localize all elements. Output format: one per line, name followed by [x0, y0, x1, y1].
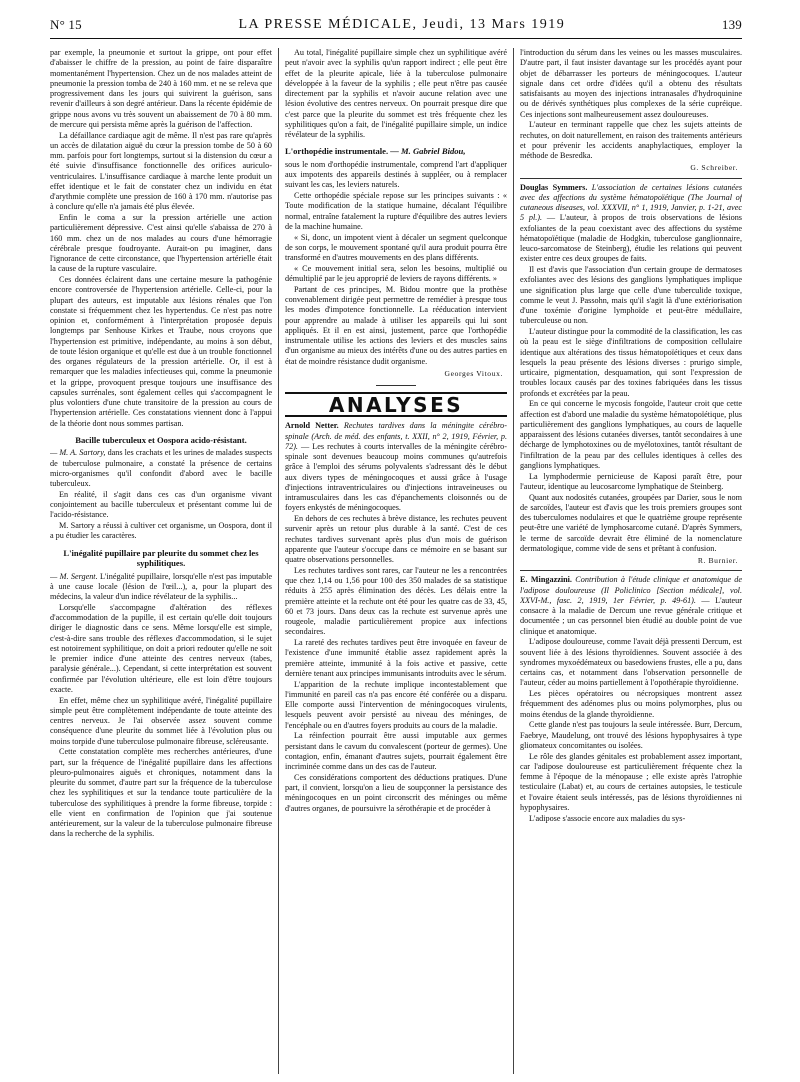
paragraph-text: — L'auteur consacre à la maladie de Dercum une revue générale critique et documentée ; un cas personnel bien étudié au double point de vue clinique et anatomique. — [520, 595, 742, 636]
paragraph: Lorsqu'elle s'accompagne d'altération des réflexes d'accommodation de la pupille, il est certain qu'elle doit toujours diriger le diagnostic dans ce sens. Même lorsqu'elle est simple, c'est-à-dire sans trouble des réflexes d'accommodation, si le sujet est notoirement syphilitique, on doit a priori redouter qu'elle ne soit le premier indice d'une atteinte des centres nerveux (tabes, paralysie générale...). Cependant, si cette interprétation est souvent confirmée par l'évolution ultérieure, elle est loin d'être toujours exacte. — [50, 602, 272, 694]
section-title-text: L'orthopédie instrumentale. — [285, 146, 389, 157]
paragraph: En effet, même chez un syphilitique avéré, l'inégalité pupillaire simple peut être complètement indépendante de toute atteinte des centres nerveux. Je l'ai observée assez souvent comme conséquence d'une pleurite du sommet liée à l'évolution plus ou moins torpide d'une tuberculose pulmonaire fibreuse, scléreusante. — [50, 695, 272, 746]
paragraph: Quant aux nodosités cutanées, groupées par Darier, sous le nom de sarcoïdes, l'auteur est d'avis que les trois premiers groupes sont des tuberculomes nodulaires et que le quatrième groupe représente peut-être une variété de lymphosarcome cutané. D'après Symmers, le terme de sarcoïde devrait être éliminé de la nomenclature dermatologique, comme vide de sens et prêtant à confusion. — [520, 492, 742, 553]
issue-number: N° 15 — [50, 17, 82, 32]
text-columns — [50, 48, 742, 1074]
analysis-author: Douglas Symmers. — [520, 182, 588, 192]
paragraph: sous le nom d'orthopédie instrumentale, comprend l'art d'appliquer aux impotents des appareils destinés à suppléer, ou à remplacer suivant les cas, les leviers naturels. — [285, 159, 507, 190]
analysis-author: E. Mingazzini. — [520, 575, 572, 585]
paragraph: Enfin le coma a sur la pression artérielle une action particulièrement dépressive. C'est ainsi qu'elle s'abaissa de 270 à 160 mm. chez un de nos malades au cours d'une hémorragie cérébrale presque foudroyante. Aurait-on pu imaginer, dans l'ignorance de cette circonstance, que l'hypertension artérielle était la cause de la rupture vasculaire. — [50, 213, 272, 274]
paragraph: En réalité, il s'agit dans ces cas d'un organisme vivant conjointement au bacille tuberculeux et présentant comme lui de l'acido-résistance. — [50, 489, 272, 520]
paragraph: Cette glande n'est pas toujours la seule intéressée. Burr, Dercum, Faebrye, Maudelung, ont trouvé des lésions hypophysaires à type gliomateux concomitantes ou isolées. — [520, 720, 742, 750]
section-author: — M. A. Sartory, — [50, 448, 106, 458]
section-author: — M. Gabriel Bidou, — [390, 146, 466, 157]
signature: G. Schreiber. — [690, 163, 738, 173]
paragraph: Ces données éclairent dans une certaine mesure la pathogénie encore controversée de l'hypertension artérielle. Celle-ci, pour la plupart des auteurs, est imputable aux lésions rénales que l'on constate si fréquemment chez les hypertendus. Ce n'est pas notre opinion et, conformément à l'interprétation proposée depuis longtemps par Senhouse Kirkes et Traube, nous croyons que l'hypertension est primitive, indépendante, au moins à son début, de toute lésion organique et qu'elle est due à un trouble fonctionnel des organes régulateurs de la pression artérielle. Or, il est à remarquer que les maladies infectieuses qui, comme la pneumonie et la grippe, provoquent presque toujours une insuffisance des capsules surrénales, sont également celles qui s'accompagnent le plus volontiers d'une chute transitoire de la pression au cours de l'hypertension artérielle. Ces constatations viennent donc à l'appui de la théorie dont nous sommes partisan. — [50, 275, 272, 428]
paragraph — [50, 448, 272, 489]
divider — [520, 178, 742, 179]
paragraph: L'adipose s'associe encore aux maladies du sys- — [529, 813, 686, 823]
paragraph — [520, 575, 742, 637]
paragraph: Cette orthopédie spéciale repose sur les principes suivants : « Toute modification de la statique humaine, décalant l'équilibre normal, entraîne fatalement la rupture d'équilibre des autres leviers de la machine humaine. — [285, 191, 507, 231]
paragraph — [520, 183, 742, 265]
page-number: 139 — [721, 17, 742, 32]
paragraph: La défaillance cardiaque agit de même. Il n'est pas rare qu'après un accès de dilatation aiguë du cœur la pression tombe de 50 à 60 mm. parfois pour fort longtemps, surtout si la distension du cœur a été suivie d'insuffisance fonctionnelle des orifices auriculo-ventriculaires. L'insuffisance cardiaque à marche lente produit un effet identique et le fait de constater chez un individu en état d'arythmie complète une pression de 160 à 170 mm. n'autorise pas à conclure qu'elle n'a jamais été plus élevée. — [50, 130, 272, 212]
page-header — [50, 14, 742, 36]
paragraph-text: L'inégalité pupillaire, lorsqu'elle n'est pas imputable à une cause locale (lésion de l'œil...), a, pour la plupart des médecins, la valeur d'un indice révélateur de la syphilis... — [50, 571, 272, 601]
paragraph: Partant de ces principes, M. Bidou montre que la prothèse convenablement dirigée peut permettre de remédier à presque tous les modes d'impotence fonctionnelle. La rééducation intervient pour apprendre au malade à utiliser les appareils qui lui sont appliqués. Et il en est ainsi, justement, parce que l'orthopédie instrumentale utilise les actions des leviers et des muscles sains d'un organisme au mieux des intérêts d'une ou des autres parties en état de moindre résistance dudit organisme. — [285, 284, 507, 366]
paragraph — [285, 421, 507, 513]
column-2 — [285, 48, 507, 1074]
paragraph: L'adipose douloureuse, comme l'avait déjà pressenti Dercum, est souvent liée à des lésions thyroïdiennes. Souvent associée à des syndromes myxoédémateux ou basedowiens frustes, elle a pu, dans certains cas, et notamment dans l'observation personnelle de l'auteur, céder au moins partiellement à l'opothérapie thyroïdienne. — [520, 637, 742, 688]
section-title — [285, 146, 507, 157]
analysis-reference: Rechutes tardives dans la méningite cérébro-spinale (Arch. de méd. des enfants, t. XXII, n° 2, 1919, Février, p. 72). — [285, 421, 507, 451]
journal-title: LA PRESSE MÉDICALE, Jeudi, 13 Mars 1919 — [238, 17, 566, 32]
analysis-author: Arnold Netter. — [285, 421, 339, 431]
paragraph: Les pièces opératoires ou nécropsiques montrent assez fréquemment des adénomes plus ou moins polymorphes, plus ou moins étendus de la glande thyroïdienne. — [520, 689, 742, 719]
paragraph: La réinfection pourrait être aussi imputable aux germes persistant dans le cavum du convalescent (porteur de germes). Une contagion, enfin, émanant d'autres sujets, pourrait également être incriminée comme dans un des cas de l'auteur. — [285, 731, 507, 771]
paragraph: En dehors de ces rechutes à brève distance, les rechutes peuvent survenir après un retour plus durable à la santé. C'est de ces rechutes tardives survenant après plus d'un mois de guérison apparente que l'auteur s'occupe dans ce mémoire en se basant sur quatre observations personnelles. — [285, 514, 507, 564]
paragraph: La rareté des rechutes tardives peut être invoquée en faveur de l'existence d'une immunité établie assez rapidement après la première atteinte, immunité à la fois active et passive, cette dernière tenant aux principes immunisants introduits avec le sérum. — [285, 638, 507, 678]
paragraph: M. Sartory a réussi à cultiver cet organisme, un Oospora, dont il a pu étudier les caractères. — [50, 521, 272, 541]
analysis-reference: L'association de certaines lésions cutanées avec des affections du système hématopoïétique (The Journal of cutaneous diseases, vol. XXXVII, n° 1, 1919, Janvier, p. 1-21, avec 5 pl.). — [520, 182, 742, 223]
paragraph-text: — Les rechutes à courts intervalles de la méningite cérébro-spinale sont devenues beaucoup moins communes qu'autrefois grâce à l'emploi des sérums polyvalents s'adressant dès le début aux divers types de méningocoques et aussi grâce à l'usage d'injections intraventriculaires ou d'injections intraveineuses ou intramusculaires dans les cas d'épanchements cloisonnés ou de foyers enkystés de méningocoques. — [285, 441, 507, 513]
column-1 — [50, 48, 272, 1074]
paragraph: Il est d'avis que l'association d'un certain groupe de dermatoses exfoliantes avec des lésions des ganglions lymphatiques implique une signification plus large que celle d'une tuberculide toxique, comme le veut J. Passohn, mais qu'il s'agit là d'une extériorisation d'une toxémie d'origine lymphoïde et peut-être médullaire, tuberculeuse ou non. — [520, 265, 742, 326]
paragraph: La lymphodermie pernicieuse de Kaposi paraît être, pour l'auteur, identique au leucosarcome lymphatique de Steinberg. — [520, 471, 742, 491]
column-divider — [513, 48, 514, 1074]
column-divider — [278, 48, 279, 1074]
paragraph: Au total, l'inégalité pupillaire simple chez un syphilitique avéré peut n'avoir avec la syphilis qu'un rapport indirect ; elle peut être effet de la pleurite apicale, liée à la tuberculose pulmonaire développée à la faveur de la syphilis ; elle peut n'être pas causée directement par la syphilis et n'avoir aucune relation avec une lésion évolutive des centres nerveux. On pourrait presque dire que c'est parce que la pleurite du sommet est très fréquente chez les syphilitiques qu'on a fait, de l'inégalité pupillaire simple, un indice révélateur de la syphilis. — [285, 48, 507, 139]
paragraph: Cette constatation complète mes recherches antérieures, d'une part, sur la fréquence de l'inégalité pupillaire dans les affections pleuro-pulmonaires aiguës et chroniques, notamment dans la pleurite du sommet, d'autre part sur la fréquence de la tuberculose chez les syphilitiques et sur la tendance toute particulière de la tuberculose des syphilitiques à prendre la forme fibreuse, torpide : elle vient en confirmation de l'opinion que j'ai soutenue antérieurement, sur la valeur de la tuberculose pulmonaire fibreuse dans la recherche de la syphilis. — [50, 747, 272, 839]
header-rule — [50, 38, 742, 39]
signature: Georges Vitoux. — [444, 368, 503, 378]
section-title: L'inégalité pupillaire par pleurite du sommet chez les syphilitiques. — [63, 547, 259, 568]
paragraph: l'introduction du sérum dans les veines ou les masses musculaires. D'autre part, il faut insister davantage sur les procédés ayant pour objet de débarrasser les porteurs de méningocoques. L'auteur signale dans cet ordre d'idées qu'il a obtenu des résultats satisfaisants au moyen des injections intranasales d'hydroquinine ou de dérivés synthétiques plus complexes de la série cupréique. Ces injections sont malheureusement assez douloureuses. — [520, 48, 742, 119]
paragraph: Ces considérations comportent des déductions pratiques. D'une part, il convient, lorsqu'on a lieu de soupçonner la persistance des méningocoques en un point circonscrit des méninges ou même d'autres organes, de poursuivre la sérothérapie et de procéder à — [285, 772, 507, 813]
analysis-reference: Contribution à l'étude clinique et anatomique de l'adipose douloureuse (Il Policlinico [Section médicale], vol. XXVI-M., fasc. 2, 1919, 1er Février, p. 49-61). — [520, 575, 742, 605]
paragraph: L'auteur en terminant rappelle que chez les sujets atteints de rechutes, on doit naturellement, en raison des traitements antérieurs et pour prévenir les accidents anaphylactiques, employer la méthode de Besredka. — [520, 120, 742, 160]
section-title: Bacille tuberculeux et Oospora acido-résistant. — [75, 434, 247, 445]
signature: R. Burnier. — [697, 556, 738, 565]
divider — [376, 385, 416, 386]
column-3 — [520, 48, 742, 1074]
paragraph: Les rechutes tardives sont rares, car l'auteur ne les a rencontrées que chez 1,14 ou 1,56 pour 100 des 350 malades de sa statistique réduits à 255 après élimination des décès. Les délais entre la première atteinte et la rechute ont été pour les quatre cas de 33, 45, 60 et 73 jours. Dans deux cas la rechute est survenue après une rougeole, maladie particulièrement propice aux infections secondaires. — [285, 565, 507, 637]
section-author: — M. Sergent. — [50, 571, 98, 581]
section-heading-analyses: ANALYSES — [285, 392, 507, 417]
paragraph — [50, 572, 272, 603]
paragraph: L'auteur distingue pour la commodité de la classification, les cas où la peau est le siège d'infiltrations de composition cellulaire identique aux altérations des tissus hématopoïétiques et ceux dans lesquels la peau présente des lésions diverses : prurigo simple, urticaire, pigmentation, desquamation, qui sont l'expression de troubles locaux causés par des toxines fabriquées dans les tissus profonds et excrétées par la peau. — [520, 327, 742, 398]
paragraph-text: dans les crachats et les urines de malades suspects de tuberculose pulmonaire, a constaté la présence de certains micro-organismes qu'il confondit d'abord avec le bacille tuberculeux. — [50, 448, 272, 488]
paragraph: par exemple, la pneumonie et surtout la grippe, ont pour effet d'abaisser le chiffre de la pression, au point de faire disparaître momentanément l'hypertension. Chez un de nos malades atteint de pneumonie la pression tomba de 240 à 160 mm. et ne se releva que progressivement dans les jours qui suivirent la guérison, sans revenir d'ailleurs à son degré antérieur. Dans la récente épidémie de grippe nous avons vu très souvent un abaissement de 70 à 80 mm. de mercure qui persista même après la guérison de l'affection. — [50, 48, 272, 129]
divider — [520, 570, 742, 571]
paragraph-text: — L'auteur, à propos de trois observations de lésions exfoliantes de la peau coexistant avec des affections du système hématopoïétique (maladie de Hodgkin, tuberculose ganglionnaire, leuco-sarcomatose de Steinberg), étudie les relations qui peuvent exister entre ces deux groupes de faits. — [520, 213, 742, 264]
paragraph: Le rôle des glandes génitales est probablement assez important, car l'adipose douloureuse est particulièrement fréquente chez la femme à l'époque de la ménopause ; elle existe après l'atrophie testiculaire (Labat) et, au cours de certaines autopsies, le testicule et l'ovaire étaient seuls intéressés, pas de lésions thyroïdiennes ni hypophysaires. — [520, 751, 742, 812]
paragraph: « Si, donc, un impotent vient à décaler un segment quelconque de son corps, le mouvement spontané qu'il aura produit pourra être transformé en d'autres mouvements en des plans différents. — [285, 232, 507, 262]
paragraph: L'apparition de la rechute implique incontestablement que l'immunité en pareil cas n'a pas encore été conférée ou a disparu. Elle comporte aussi l'intervention de méningocoques virulents, lesquels peuvent avoir persisté au niveau des méninges, de l'encéphale ou en d'autres foyers produits au cours de la maladie. — [285, 679, 507, 730]
paragraph: En ce qui concerne le mycosis fongoïde, l'auteur croit que cette affection est d'abord une maladie du système hématopoïétique, plus particulièrement des ganglions lymphatiques, au cours de laquelle apparaissent des lésions cutanées diverses, tantôt secondaires à une décharge de lymphotoxines ou de myélotoxines, tantôt résultant de l'infiltration de la peau par des cellules identiques à celles des ganglions lymphatiques. — [520, 399, 742, 470]
paragraph: « Ce mouvement initial sera, selon les besoins, multiplié ou démultiplié par le jeu approprié de leviers de rayons différents. » — [285, 263, 507, 283]
